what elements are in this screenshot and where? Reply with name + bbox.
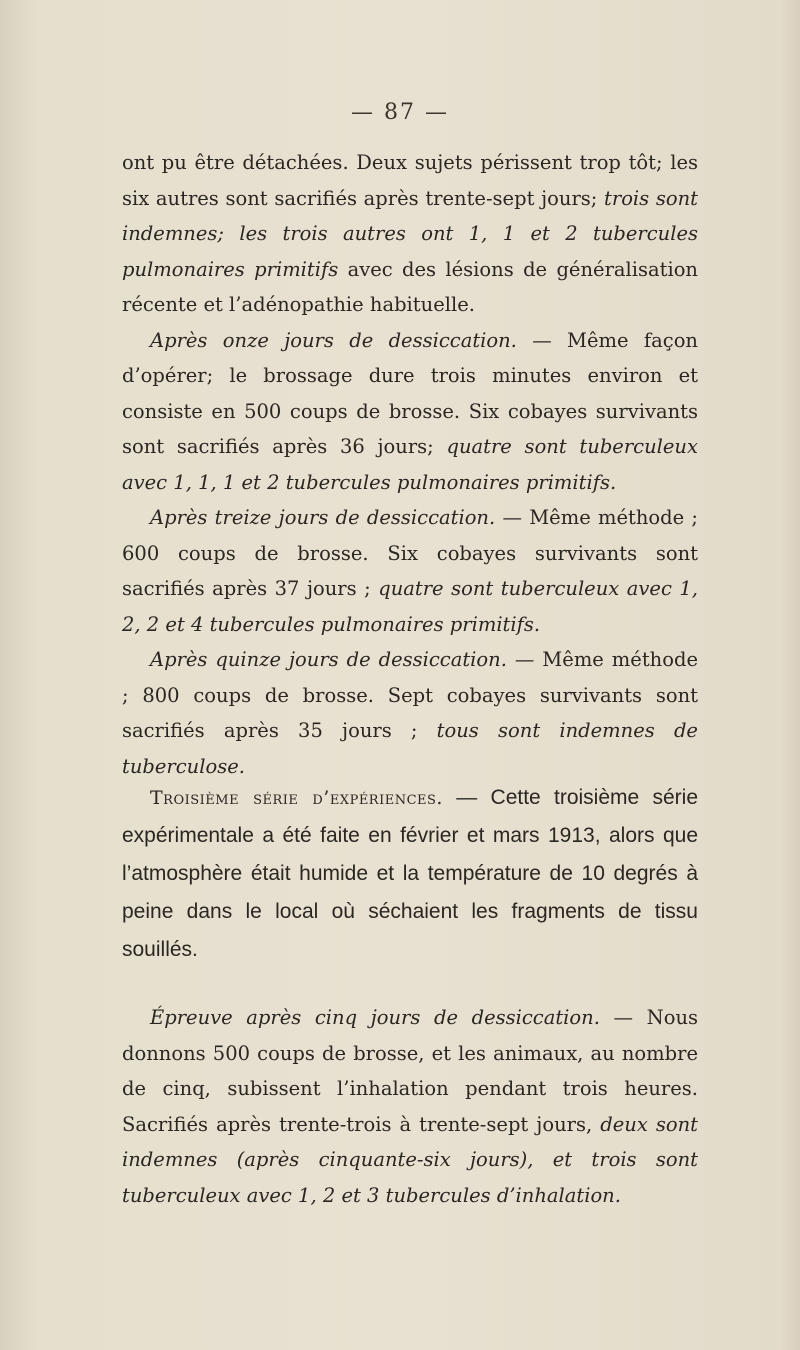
paragraph-4: Après quinze jours de dessiccation. — Même méthode ; 800 coups de brosse. Sept cobayes survivants sont sacrifiés après 35 jours ; tous sont indemnes de tuberculose. — [122, 648, 698, 778]
paragraph-2: Après onze jours de dessiccation. — Même façon d’opérer; le brossage dure trois minutes environ et consiste en 500 coups de brosse. Six cobayes survivants sont sacrifiés après 36 jours; quatre sont tuberculeux avec 1, 1, 1 et 2 tubercules pulmonaires primitifs. — [122, 328, 698, 494]
page-number: — 87 — — [351, 100, 449, 125]
paragraph-1: ont pu être détachées. Deux sujets périssent trop tôt; les six autres sont sacrifiés après trente-sept jours; trois sont indemnes; les trois autres ont 1, 1 et 2 tubercules pulmonaires primitifs avec des lésions de généralisation récente et l’adénopathie habituelle. — [122, 151, 698, 316]
text-block-lower — [122, 1000, 698, 1213]
paragraph-3: Après treize jours de dessiccation. — Même méthode ; 600 coups de brosse. Six cobayes survivants sont sacrifiés après 37 jours ; quatre sont tuberculeux avec 1, 2, 2 et 4 tubercules pulmonaires primitifs. — [122, 506, 699, 636]
section-heading: Troisième série d’expériences. — [150, 787, 443, 809]
section-paragraph: Troisième série d’expériences. — Cette troisième série expérimentale a été faite en février et mars 1913, alors que l’atmosphère était humide et la température de 10 degrés à peine dans le local où séchaient les fragments de tissu souillés. — [122, 786, 698, 961]
text-block-upper — [122, 145, 698, 784]
paragraph-5: Épreuve après cinq jours de dessiccation. — Nous donnons 500 coups de brosse, et les animaux, au nombre de cinq, subissent l’inhalation pendant trois heures. Sacrifiés après trente-trois à trente-sept jours, deux sont indemnes (après cinquante-six jours), et trois sont tuberculeux avec 1, 2 et 3 tubercules d’inhalation. — [122, 1006, 699, 1207]
